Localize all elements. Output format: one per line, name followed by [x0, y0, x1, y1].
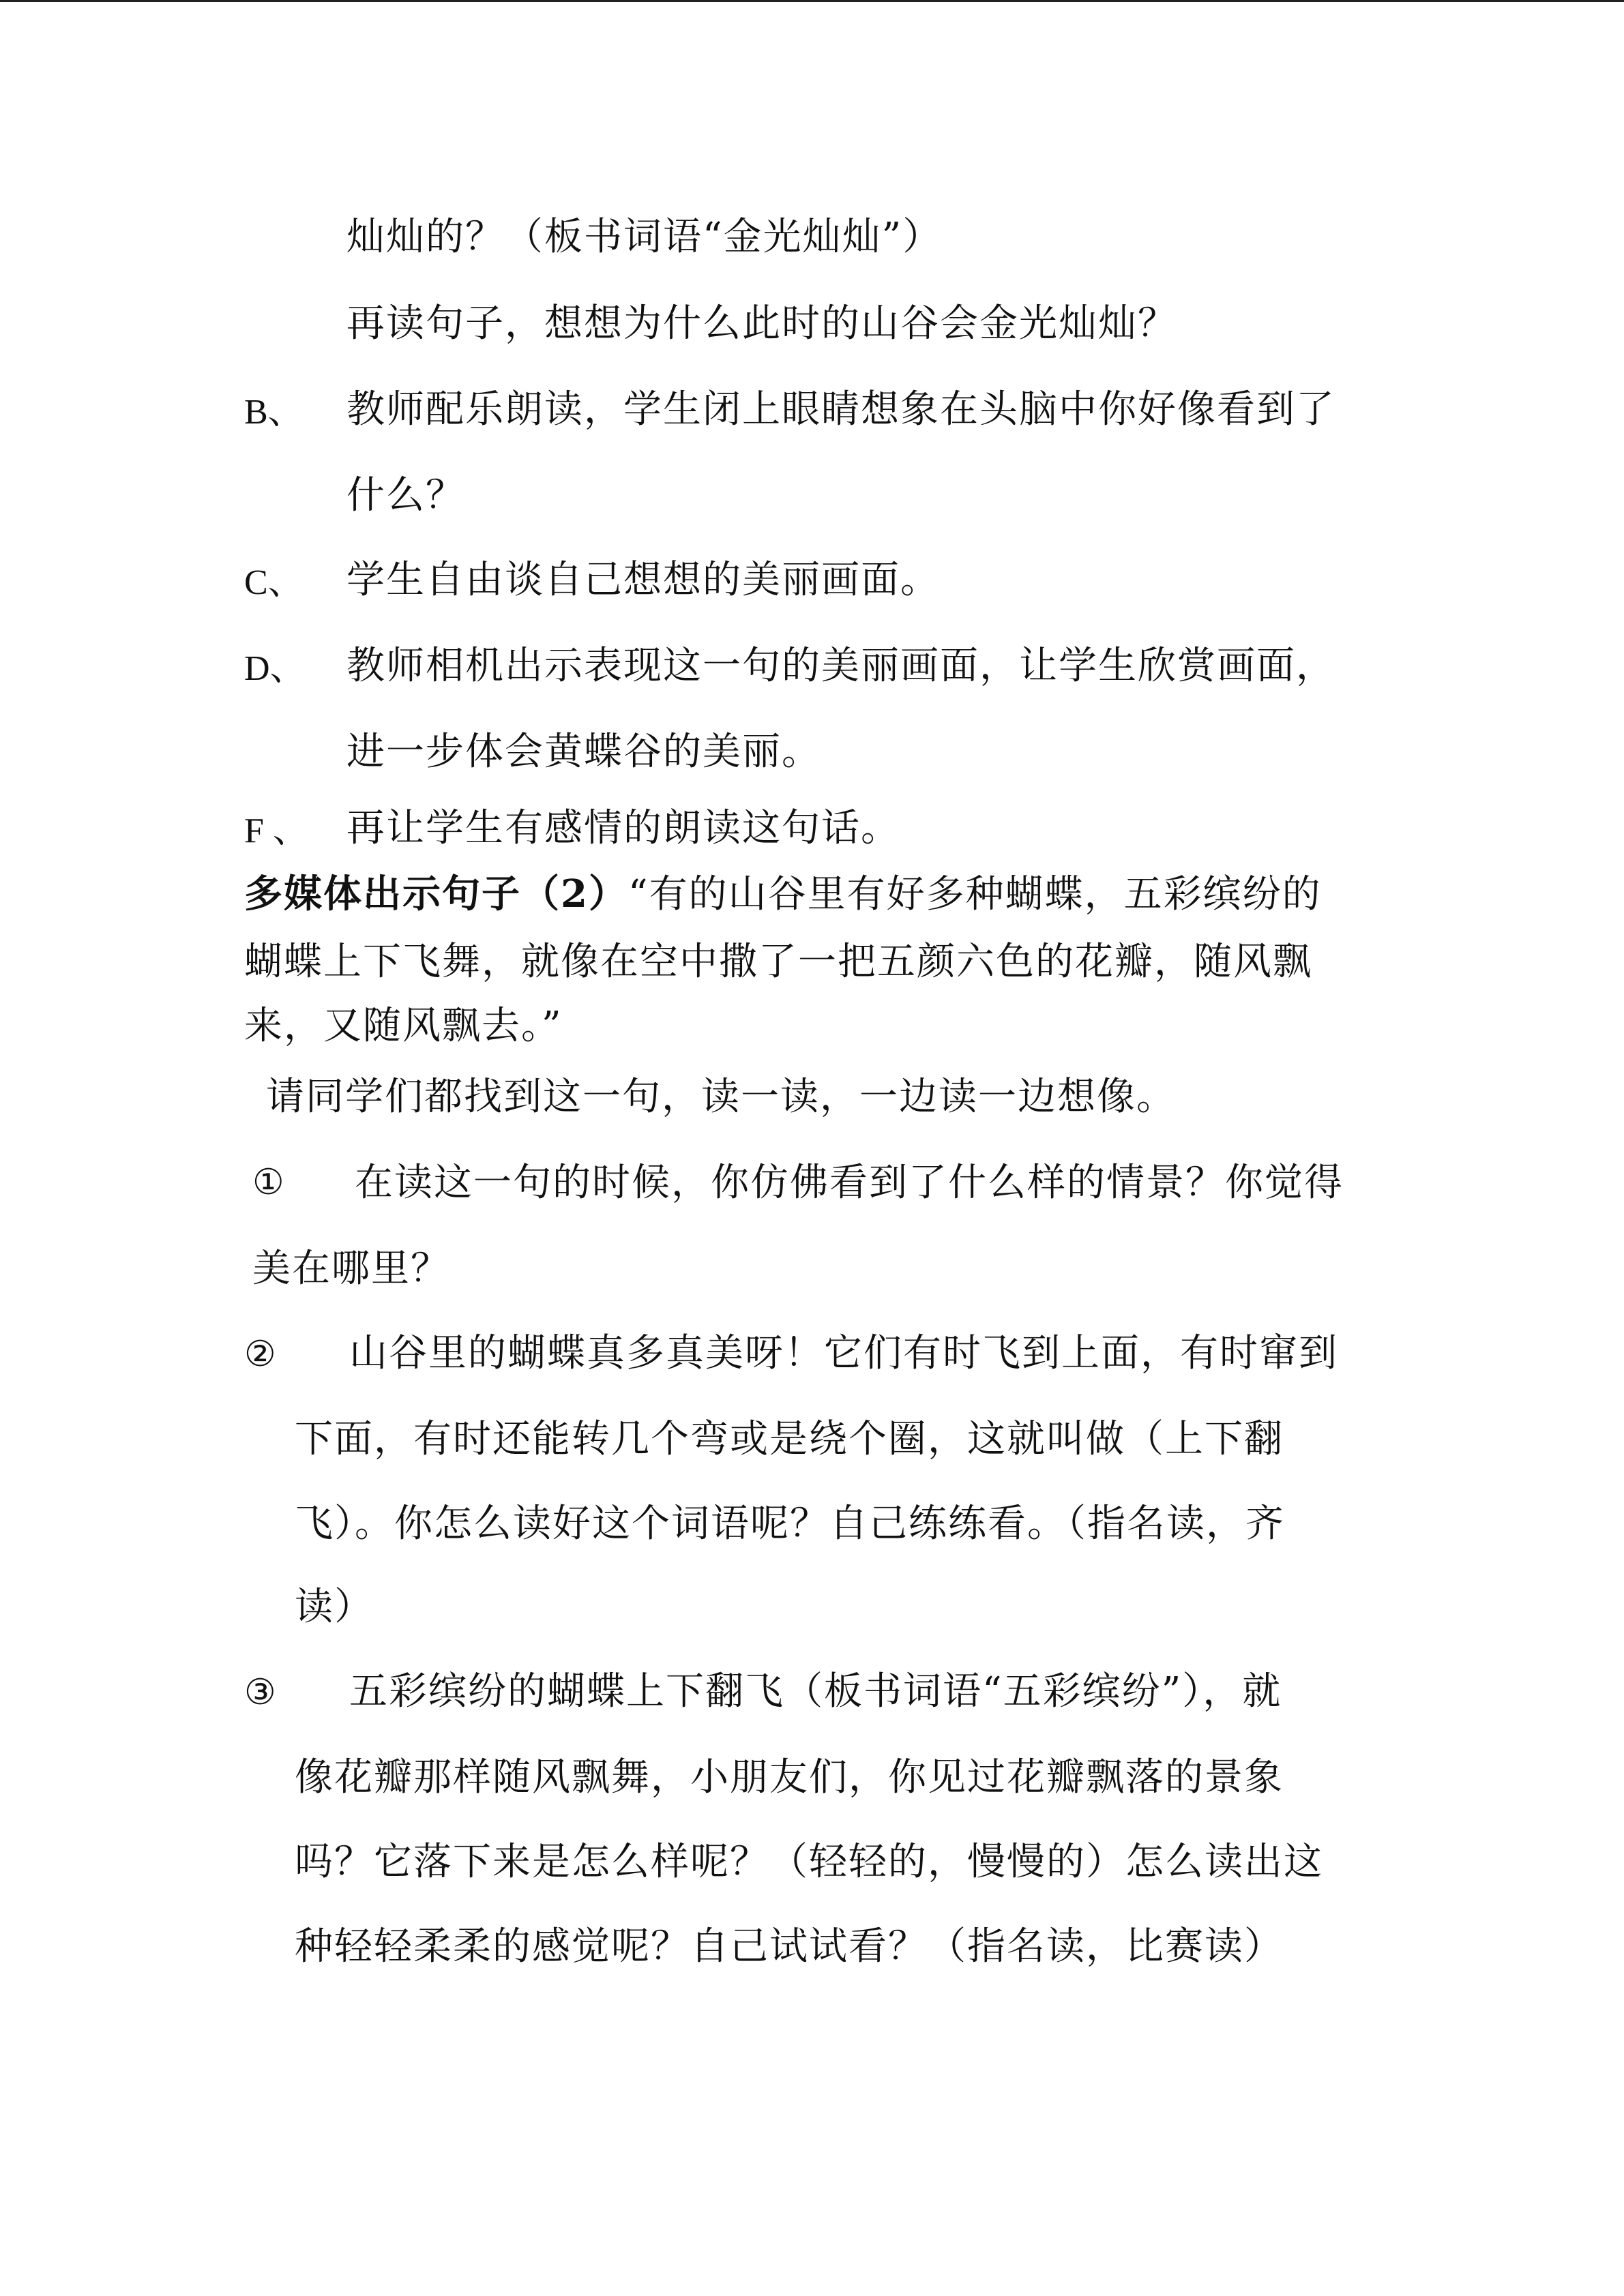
- text-line: 蝴蝶上下飞舞，就像在空中撒了一把五颜六色的花瓣，随风飘: [244, 940, 1312, 984]
- circled-number-2: ②: [244, 1335, 276, 1374]
- list-marker-c: C、: [244, 563, 304, 602]
- text-line: 美在哪里？: [252, 1247, 450, 1291]
- text-line: 再读句子，想想为什么此时的山谷会金光灿灿？: [346, 301, 1177, 346]
- text-line: 什么？: [346, 473, 465, 518]
- text-line: 学生自由谈自己想想的美丽画面。: [346, 558, 940, 602]
- text-line: 在读这一句的时候，你仿佛看到了什么样的情景？你觉得: [355, 1161, 1344, 1205]
- text-line: 像花瓣那样随风飘舞，小朋友们，你见过花瓣飘落的景象: [295, 1755, 1284, 1800]
- text-line: 飞）。你怎么读好这个词语呢？自己练练看。（指名读，齐: [295, 1502, 1285, 1546]
- list-marker-b: B、: [244, 393, 304, 432]
- text-line: 读）: [295, 1585, 374, 1629]
- text-line: 进一步体会黄蝶谷的美丽。: [346, 730, 821, 774]
- text-line: 再让学生有感情的朗读这句话。: [346, 806, 900, 850]
- list-marker-f: F 、: [244, 811, 308, 850]
- text-line: 教师配乐朗读，学生闭上眼睛想象在头脑中你好像看到了: [346, 387, 1335, 432]
- text-line: 五彩缤纷的蝴蝶上下翻飞（板书词语“五彩缤纷”），就: [349, 1669, 1282, 1714]
- text-line: [244, 870, 1322, 919]
- quote-start: “有的山谷里有好多种蝴蝶，五彩缤纷的: [628, 872, 1322, 916]
- text-line: 灿灿的？（板书词语“金光灿灿”）: [346, 215, 943, 259]
- bold-lead: 多媒体出示句子（2）: [244, 871, 628, 916]
- page-top-border: [0, 0, 1624, 2]
- text-line: 吗？它落下来是怎么样呢？（轻轻的，慢慢的）怎么读出这: [295, 1840, 1323, 1884]
- text-line: 下面，有时还能转几个弯或是绕个圈，这就叫做（上下翻: [295, 1417, 1284, 1461]
- text-line: 教师相机出示表现这一句的美丽画面，让学生欣赏画面，: [346, 644, 1335, 688]
- list-marker-d: D、: [244, 649, 306, 688]
- circled-number-3: ③: [244, 1673, 276, 1712]
- text-line: 来，又随风飘去。”: [244, 1004, 563, 1048]
- circled-number-1: ①: [252, 1163, 284, 1202]
- text-line: 山谷里的蝴蝶真多真美呀！它们有时飞到上面，有时窜到: [349, 1331, 1338, 1375]
- text-line: 种轻轻柔柔的感觉呢？自己试试看？（指名读，比赛读）: [295, 1924, 1284, 1969]
- text-line: 请同学们都找到这一句，读一读，一边读一边想像。: [266, 1075, 1176, 1119]
